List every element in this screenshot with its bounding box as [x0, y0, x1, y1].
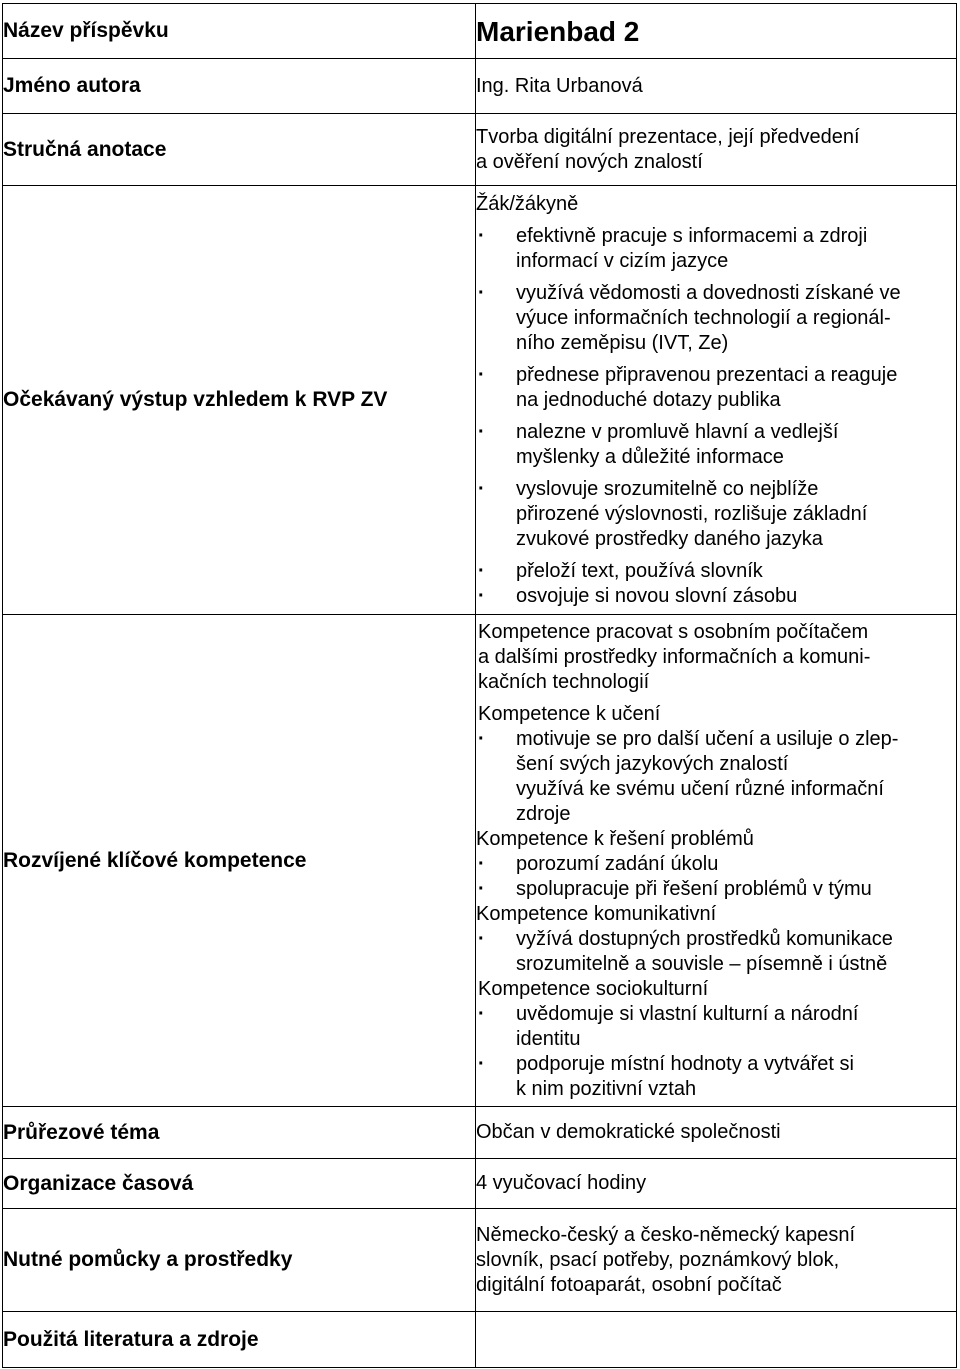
outcome-item-line: informací v cizím jazyce: [516, 249, 729, 272]
learning-item-line: · motivuje se pro další učení a usiluje o zlep-: [516, 727, 899, 750]
row-outcome: [3, 186, 957, 615]
row-tools: [3, 1209, 957, 1312]
label-outcome: Očekávaný výstup vzhledem k RVP ZV: [3, 186, 476, 615]
outcome-item: [476, 420, 956, 470]
label-competences: Rozvíjené klíčové kompetence: [3, 615, 476, 1107]
outcome-heading: Žák/žákyně: [476, 192, 579, 215]
competence-sociocultural: Kompetence sociokulturní: [478, 977, 709, 1000]
sociocultural-item-line: · podporuje místní hodnoty a vytvářet si: [516, 1052, 854, 1075]
row-competences: [3, 615, 957, 1107]
communication-item-line: · vyžívá dostupných prostředků komunikace: [516, 927, 893, 950]
competence-problem: Kompetence k řešení problémů: [476, 827, 754, 850]
value-outcome: [476, 186, 957, 615]
learning-item-line: využívá ke svému učení různé informační: [516, 777, 884, 800]
lesson-info-table: [2, 3, 957, 1368]
sociocultural-item: [476, 1052, 956, 1102]
outcome-item-line: myšlenky a důležité informace: [516, 445, 784, 468]
sociocultural-item-line: · uvědomuje si vlastní kulturní a národní: [516, 1002, 859, 1025]
competence-communication: Kompetence komunikativní: [476, 902, 717, 925]
label-author: Jméno autora: [3, 59, 476, 114]
learning-item-line: zdroje: [516, 802, 571, 825]
label-theme: Průřezové téma: [3, 1107, 476, 1159]
competence-learning: Kompetence k učení: [478, 702, 661, 725]
value-time: 4 vyučovací hodiny: [476, 1159, 957, 1209]
value-annotation: [476, 114, 957, 186]
label-title: Název příspěvku: [3, 4, 476, 59]
value-theme: Občan v demokratické společnosti: [476, 1107, 957, 1159]
value-author: Ing. Rita Urbanová: [476, 59, 957, 114]
competence-line: a dalšími prostředky informačních a komuni-: [478, 645, 871, 668]
communication-item: [476, 927, 956, 977]
label-annotation: Stručná anotace: [3, 114, 476, 186]
outcome-item: [476, 584, 956, 609]
competence-ict: [476, 620, 956, 695]
outcome-item: [476, 224, 956, 274]
row-literature: [3, 1312, 957, 1368]
outcome-item-line: · využívá vědomosti a dovednosti získané ve: [516, 281, 901, 304]
value-tools: [476, 1209, 957, 1312]
problem-item: · spolupracuje při řešení problémů v týmu: [476, 877, 956, 902]
outcome-item-line: · přeloží text, používá slovník: [516, 559, 763, 582]
outcome-item: [476, 281, 956, 356]
sociocultural-item-line: identitu: [516, 1027, 581, 1050]
label-time: Organizace časová: [3, 1159, 476, 1209]
label-literature: Použitá literatura a zdroje: [3, 1312, 476, 1368]
value-title: Marienbad 2: [476, 4, 957, 59]
outcome-item-line: ního zeměpisu (IVT, Ze): [516, 331, 729, 354]
competence-line: Kompetence pracovat s osobním počítačem: [478, 620, 869, 643]
row-title: [3, 4, 957, 59]
learning-item: [476, 727, 956, 777]
label-tools: Nutné pomůcky a prostředky: [3, 1209, 476, 1312]
row-time: [3, 1159, 957, 1209]
row-theme: [3, 1107, 957, 1159]
learning-item-plain: [476, 777, 956, 827]
communication-item-line: srozumitelně a souvisle – písemně i ústně: [516, 952, 888, 975]
value-competences: [476, 615, 957, 1107]
outcome-item: [476, 363, 956, 413]
tools-line: slovník, psací potřeby, poznámkový blok,: [476, 1248, 840, 1271]
tools-line: Německo-český a česko-německý kapesní: [476, 1223, 856, 1246]
annotation-line: a ověření nových znalostí: [476, 150, 703, 173]
annotation-line: Tvorba digitální prezentace, její předvedení: [476, 125, 860, 148]
tools-line: digitální fotoaparát, osobní počítač: [476, 1273, 782, 1296]
competence-line: kačních technologií: [478, 670, 650, 693]
outcome-item-line: · vyslovuje srozumitelně co nejblíže: [516, 477, 819, 500]
outcome-item-line: na jednoduché dotazy publika: [516, 388, 781, 411]
row-annotation: [3, 114, 957, 186]
outcome-item-line: · nalezne v promluvě hlavní a vedlejší: [516, 420, 839, 443]
row-author: [3, 59, 957, 114]
value-literature: [476, 1312, 957, 1368]
outcome-item-line: · efektivně pracuje s informacemi a zdroji: [516, 224, 868, 247]
outcome-item-line: výuce informačních technologií a regionál-: [516, 306, 891, 329]
outcome-item-line: · přednese připravenou prezentaci a reaguje: [516, 363, 898, 386]
outcome-item-line: zvukové prostředky daného jazyka: [516, 527, 823, 550]
outcome-item-line: přirozené výslovnosti, rozlišuje základní: [516, 502, 868, 525]
outcome-item: [476, 559, 956, 584]
sociocultural-item: [476, 1002, 956, 1052]
learning-item-line: šení svých jazykových znalostí: [516, 752, 789, 775]
problem-item: · porozumí zadání úkolu: [476, 852, 956, 877]
sociocultural-item-line: k nim pozitivní vztah: [516, 1077, 697, 1100]
outcome-item-line: · osvojuje si novou slovní zásobu: [516, 584, 798, 607]
outcome-item: [476, 477, 956, 552]
